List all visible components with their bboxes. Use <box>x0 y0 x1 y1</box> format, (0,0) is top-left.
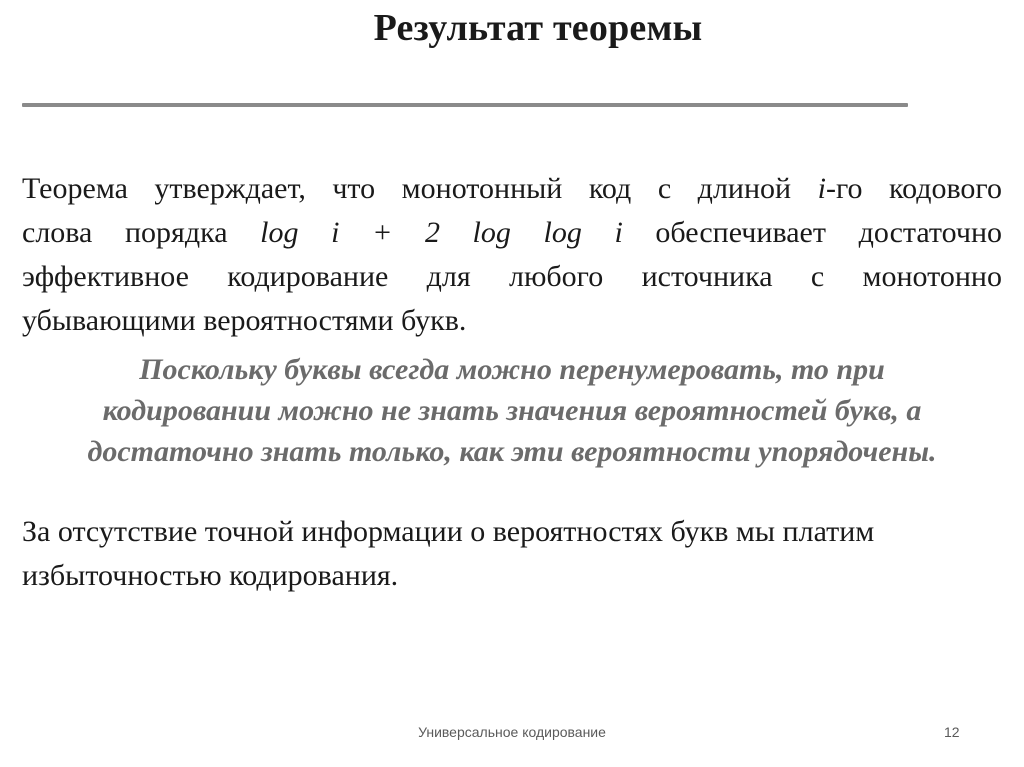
title-underline <box>22 103 908 107</box>
variable-i: i <box>817 172 826 205</box>
theorem-paragraph <box>22 167 1002 343</box>
theorem-line-2-text-b: обеспечивает достаточно <box>622 216 1002 249</box>
formula-length: log i + 2 log log i <box>260 216 623 249</box>
note-line-3: достаточно знать только, как эти вероятности упорядочены. <box>87 435 937 468</box>
footer-caption: Универсальное кодирование <box>418 724 606 740</box>
note-line-2: кодировании можно не знать значения вероятностей букв, а <box>102 394 922 427</box>
conclusion-paragraph <box>22 510 1002 598</box>
theorem-line-1-text-b: -го кодового <box>825 172 1002 205</box>
theorem-line-3: эффективное кодирование для любого источника с монотонно <box>22 260 1002 293</box>
theorem-line-1-text-a: Теорема утверждает, что монотонный код с длиной <box>22 172 818 205</box>
page-number: 12 <box>944 724 960 740</box>
note-line-1: Поскольку буквы всегда можно перенумеровать, то при <box>139 353 885 386</box>
conclusion-line-2: избыточностью кодирования. <box>22 559 399 592</box>
conclusion-line-1: За отсутствие точной информации о вероятностях букв мы платим <box>22 515 875 548</box>
theorem-line-2-text-a: слова порядка <box>22 216 261 249</box>
theorem-line-2 <box>22 211 1002 255</box>
theorem-line-1 <box>22 167 1002 211</box>
theorem-line-4: убывающими вероятностями букв. <box>22 304 467 337</box>
highlighted-note <box>20 349 1004 472</box>
slide-footer <box>0 724 1024 746</box>
slide-title: Результат теоремы <box>373 7 703 49</box>
